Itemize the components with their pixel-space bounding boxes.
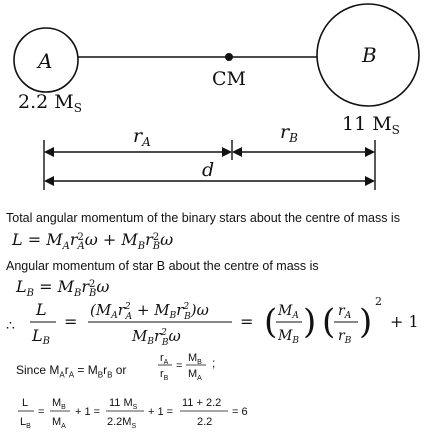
svg-text:11 + 2.2: 11 + 2.2: [182, 397, 222, 409]
since-line: Since $M_Ar_A = M_Br_B$ or: [16, 363, 127, 380]
angular-momentum-star-b-text: Angular momentum of star B about the centre of mass is: [6, 259, 319, 273]
plus-one: + 1: [390, 312, 419, 331]
d-label: d: [202, 159, 215, 181]
ma-numerator: $M_A$: [278, 303, 299, 321]
frac-l-denominator: LB: [32, 326, 50, 347]
paren-left-1: (: [264, 302, 278, 342]
d-arrow-right-head: [365, 176, 375, 186]
paren-right-2: ): [359, 302, 373, 342]
svg-text:2.2MS: $2.2M_S$: [107, 416, 137, 430]
ra-arrow-left-head: [44, 147, 54, 157]
since-fraction: [152, 349, 252, 383]
equation-total-angular-momentum: $L = M_Ar$ 2 A $\omega + M_Br$ 2 B ω: [12, 230, 174, 253]
svg-text:MA: $M_A$: [52, 416, 66, 430]
final-equation: [0, 393, 441, 433]
svg-text:2.2: 2.2: [197, 416, 213, 428]
svg-text:=: =: [176, 360, 183, 372]
mb-denominator: $M_B$: [278, 328, 299, 346]
eq1-L: L: [12, 230, 23, 249]
big-frac-numerator: ($M_Ar^2$ $A + M_Br^2$ B)ω: [90, 301, 209, 322]
ra-arrow-right-head: [222, 147, 232, 157]
ra-numerator: $r_A$: [338, 303, 352, 321]
svg-text:11 MS: 11 $M_S$: [109, 397, 138, 411]
eq3-equals-1: =: [64, 312, 78, 331]
svg-text:+ 1 =: + 1 =: [148, 406, 174, 418]
svg-text:MB: $M_B$: [188, 352, 202, 366]
frac-l-numerator: L: [36, 300, 47, 319]
star-a-mass-label: 2.2 $M_S$: [18, 91, 82, 115]
svg-text:= 6: = 6: [232, 406, 248, 418]
svg-text:rB: $r_B$: [160, 368, 169, 382]
paren-right-1: ): [303, 302, 317, 342]
total-angular-momentum-text: Total angular momentum of the binary stars about the centre of mass is: [6, 211, 400, 225]
rb-arrow-left-head: [232, 147, 242, 157]
therefore-symbol: ∴: [6, 318, 15, 334]
svg-text:=: =: [38, 406, 45, 418]
rb-label: $r_B$: [280, 121, 298, 145]
star-b-label: B: [362, 43, 377, 67]
binary-star-diagram: [0, 0, 441, 200]
equation-ratio: [0, 297, 441, 357]
eq3-equals-2: =: [240, 312, 254, 331]
ra-label: $r_A$: [133, 125, 151, 149]
big-frac-denominator: $M_Br^2$ Bω: [132, 327, 181, 348]
svg-text:MB: $M_B$: [52, 397, 66, 411]
cm-label: CM: [212, 68, 246, 90]
rb-arrow-right-head: [365, 147, 375, 157]
svg-text:+ 1 =: + 1 =: [75, 406, 101, 418]
d-arrow-left-head: [44, 176, 54, 186]
star-a-label: A: [38, 49, 53, 73]
star-b-mass-label: 11 $M_S$: [342, 113, 400, 137]
svg-text:rA: $r_A$: [160, 352, 169, 366]
paren-left-2: (: [322, 302, 336, 342]
svg-text:;: ;: [212, 356, 216, 370]
svg-text:MA: $M_A$: [188, 368, 202, 382]
svg-text:L: L: [22, 397, 29, 409]
equation-star-b-angular-momentum: $L_B = M_Br$ 2 B ω: [16, 277, 110, 300]
centre-of-mass-point: [225, 53, 233, 61]
square-exponent: 2: [375, 297, 382, 308]
rb-denominator: $r_B$: [338, 328, 352, 346]
svg-text:LB: $L_B$: [20, 416, 31, 430]
